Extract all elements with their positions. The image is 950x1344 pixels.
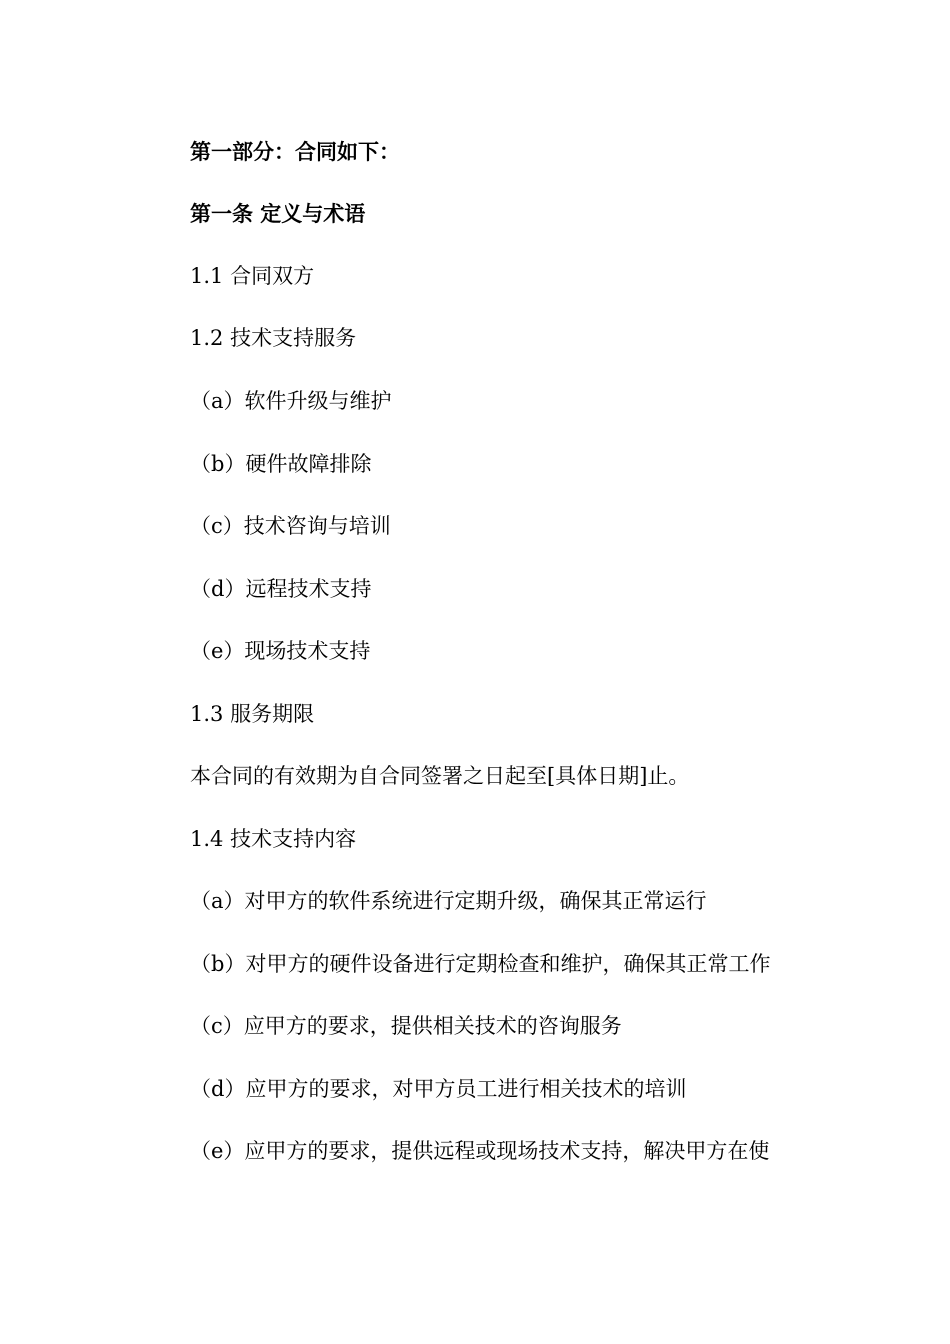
clause-1-1: 1.1 合同双方: [190, 264, 315, 288]
clause-1-3: 1.3 服务期限: [190, 702, 315, 726]
article-heading: 第一条 定义与术语: [190, 201, 366, 226]
list-item: （b）硬件故障排除: [190, 452, 372, 476]
list-item: （e）现场技术支持: [190, 639, 371, 663]
clause-1-4: 1.4 技术支持内容: [190, 827, 357, 851]
list-item: （a）对甲方的软件系统进行定期升级，确保其正常运行: [190, 889, 707, 913]
list-item: （a）软件升级与维护: [190, 389, 392, 413]
list-item: （c）技术咨询与培训: [190, 514, 391, 538]
part-heading: 第一部分：合同如下：: [190, 139, 400, 164]
list-item: （b）对甲方的硬件设备进行定期检查和维护，确保其正常工作: [190, 952, 771, 976]
clause-1-2: 1.2 技术支持服务: [190, 326, 357, 350]
list-item: （c）应甲方的要求，提供相关技术的咨询服务: [190, 1014, 622, 1038]
list-item: （e）应甲方的要求，提供远程或现场技术支持，解决甲方在使: [190, 1139, 770, 1163]
paragraph: 本合同的有效期为自合同签署之日起至[具体日期]止。: [190, 764, 690, 788]
list-item: （d）应甲方的要求，对甲方员工进行相关技术的培训: [190, 1077, 687, 1101]
list-item: （d）远程技术支持: [190, 577, 372, 601]
